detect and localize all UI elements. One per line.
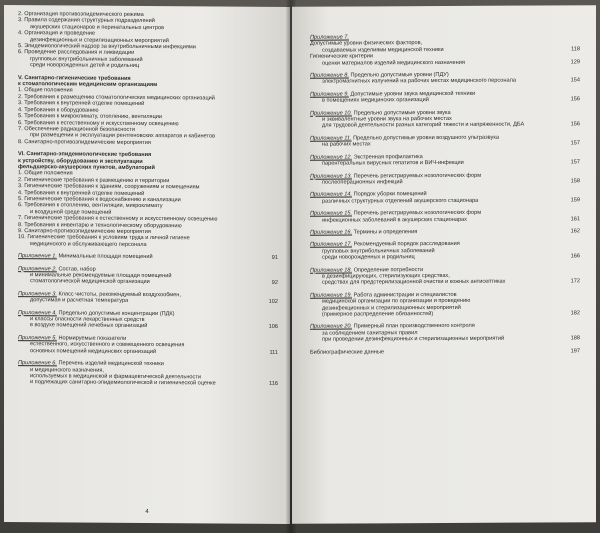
toc-entry-line: 7. Гигиенические требования к естественному и искусственному освещению: [18, 215, 218, 223]
toc-line: [18, 279, 278, 287]
toc-entry-line: (примерное распределение обязанностей): [322, 311, 434, 318]
toc-entry-line: 9. Санитарно-противоэпидемические мероприятия: [18, 228, 151, 236]
toc-entry-line: 4. Требования к внутренней отделке помещений: [18, 189, 145, 197]
toc-line: [310, 228, 580, 236]
toc-entry-line: 2. Гигиенические требования к размещению и территории: [18, 176, 170, 184]
toc-entry: [310, 241, 580, 262]
toc-entry-line: Предельно допустимые концентрации (ПДК): [58, 310, 175, 317]
toc-entry: [18, 235, 278, 250]
appendix-label: Приложение 10.: [310, 110, 353, 117]
appendix-label: Приложение 7.: [310, 34, 349, 41]
toc-entry-line: Экстренная профилактика: [353, 153, 423, 161]
toc-entry-text: [310, 97, 563, 105]
toc-entry-line: Рекомендуемый порядок расследования: [353, 241, 460, 248]
toc-entry-line: Термины и определения: [353, 229, 418, 236]
appendix-label: Приложение 16.: [310, 229, 353, 236]
toc-entry-line: в воздухе помещений лечебных организаций: [30, 322, 148, 330]
appendix-label: Приложение 1.: [18, 253, 57, 260]
toc-entry-text: [310, 216, 563, 224]
toc-entry-line: 3. Требования к внутренней отделке помещений: [18, 100, 145, 108]
toc-entry-line: 10. Гигиенические требования к условиям труда и личной гигиене: [18, 234, 190, 242]
toc-line: [310, 122, 580, 130]
toc-page-number: 92: [271, 280, 278, 287]
toc-entry-line: для трудовой деятельности разных категорий тяжести и напряженности, ДБА: [322, 122, 525, 130]
toc-page-number: 166: [570, 253, 580, 260]
toc-entry-line: допустимая и расчетная температура: [30, 297, 129, 305]
toc-entry-text: [18, 323, 261, 331]
toc-page-number: 182: [570, 310, 580, 317]
toc-entry-line: создаваемых изделиями медицинской техники: [322, 46, 444, 54]
toc-page-number: 156: [570, 96, 580, 103]
toc-entry-text: [310, 279, 563, 287]
toc-entry-line: Предельно допустимые уровни воздушного ультразвука: [353, 134, 500, 142]
toc-entry-line: дезинфекционных и стерилизационных мероприятий: [322, 304, 461, 312]
toc-page-number: 116: [269, 381, 278, 388]
toc-entry-line: и эквивалентные уровни звука на рабочих местах: [322, 116, 452, 123]
toc-entry-line: 2. Организация противоэпидемического режима: [18, 11, 144, 18]
toc-entry-text: [18, 297, 261, 305]
appendix-label: Приложение 8.: [310, 72, 349, 79]
toc-entry-line: 8. Санитарно-противоэпидемические мероприятия: [18, 138, 151, 146]
toc-entry: [310, 153, 580, 167]
toc-entry-line: Допустимые уровни физических факторов,: [310, 40, 423, 48]
toc-line: [310, 310, 580, 318]
right-toc: [310, 27, 580, 355]
toc-entry-line: 5. Эпидемиологический надзор за внутрибольничными инфекциями: [18, 43, 196, 51]
toc-entry-line: Перечень регистрируемых нозологических форм: [353, 172, 482, 179]
toc-entry-line: при размещении и эксплуатации рентгеновских аппаратов и кабинетов: [30, 132, 216, 140]
appendix-label: Приложение 4.: [18, 309, 57, 317]
toc-page-number: 106: [268, 324, 278, 331]
toc-entry-line: Гигиенические критерии: [310, 53, 374, 60]
toc-entry-line: медицинской организации по организации и проведению: [322, 298, 471, 305]
appendix-label: Приложение 11.: [310, 135, 352, 142]
toc-entry: [310, 71, 580, 85]
toc-entry-text: [310, 254, 563, 262]
toc-page-number: 197: [570, 347, 580, 354]
toc-entry-line: 1. Общие положения: [18, 170, 73, 177]
toc-entry-text: [310, 310, 563, 318]
toc-entry-line: за соблюдением санитарных правил: [322, 329, 418, 337]
toc-entry-line: электромагнитных излучений на рабочих местах медицинского персонала: [322, 78, 516, 86]
toc-entry-line: 3. Гигиенические требования к зданиям, сооружениям и помещениям: [18, 183, 200, 191]
toc-page-number: 156: [570, 121, 580, 128]
toc-entry-line: 4. Требования к оборудованию: [18, 106, 99, 114]
toc-entry-line: и подлежащих санитарно-эпидемиологической и гигиенической оценке: [30, 379, 216, 387]
toc-entry: [18, 50, 278, 71]
toc-entry: [18, 335, 278, 356]
toc-entry-text: [18, 279, 261, 287]
appendix-label: Приложение 20.: [310, 323, 353, 331]
toc-entry: [310, 228, 580, 236]
toc-line: [310, 178, 580, 186]
toc-entry-text: [18, 241, 261, 249]
toc-entry-text: [310, 78, 563, 86]
toc-entry-line: Предельно допустимые уровни звука: [353, 109, 451, 117]
toc-entry-line: 4. Организация и проведение: [18, 30, 96, 37]
toc-page-number: 111: [269, 349, 278, 356]
section-title-line: фельдшерско-акушерских пунктов, амбулаторий: [18, 164, 155, 171]
toc-line: [310, 216, 580, 224]
toc-entry-line: Определение потребности: [353, 266, 424, 274]
toc-line: [310, 141, 580, 149]
toc-entry-line: Работа администрации и специалистов: [353, 291, 457, 299]
toc-entry: [18, 291, 278, 306]
toc-entry-line: 6. Требования к естественному и искусственному освещению: [18, 119, 179, 127]
section-title-line: к стоматологическим медицинским организациям: [18, 81, 158, 89]
toc-page-number: 188: [570, 335, 580, 342]
toc-entry-line: акушерских стационаров и перинатальных центров: [30, 23, 165, 31]
toc-line: [310, 348, 580, 356]
toc-entry-line: естественного, искусственного и совмещенного освещения: [30, 341, 185, 349]
toc-entry-line: Примерный план производственного контроля: [353, 323, 475, 330]
toc-entry-text: [310, 178, 563, 186]
toc-entry-line: 7. Обеспечение радиационной безопасности: [18, 126, 135, 133]
toc-entry-line: оценки материалов изделий медицинского назначения: [322, 59, 465, 67]
toc-line: [310, 97, 580, 105]
toc-entry-line: среди новорожденных и родильниц: [322, 254, 415, 261]
toc-page-number: 157: [570, 159, 580, 166]
toc-line: [310, 279, 580, 287]
appendix-label: Приложение 2.: [18, 265, 57, 272]
toc-entry-line: 8. Требования к инвентарю и технологическому оборудованию: [18, 221, 182, 229]
toc-entry: [310, 348, 580, 356]
toc-line: [18, 139, 278, 147]
appendix-label: Приложение 14.: [310, 191, 353, 199]
toc-entry-text: [18, 62, 261, 70]
toc-entry-line: Перечень регистрируемых нозологических форм: [353, 209, 482, 217]
toc-line: [18, 297, 278, 305]
toc-entry: [310, 109, 580, 130]
toc-entry-line: Порядок уборки помещений: [353, 191, 427, 198]
toc-entry: [18, 266, 278, 287]
toc-entry-line: и минимальные рекомендуемые площади помещений: [30, 272, 172, 280]
toc-entry-text: [310, 141, 563, 149]
toc-entry-text: [18, 379, 261, 387]
toc-entry-line: в дезинфицирующих, стерилизующих средствах,: [322, 272, 450, 280]
toc-entry-line: используемых в медицинской и фармацевтической деятельности: [30, 373, 202, 381]
toc-entry: [310, 191, 580, 205]
section-title: [18, 151, 278, 172]
toc-entry-line: Минимальные площади помещений: [58, 253, 153, 261]
toc-entry: [310, 90, 580, 104]
toc-page-number: 162: [570, 228, 580, 235]
toc-entry-text: [18, 253, 261, 261]
toc-entry-line: стоматологической медицинской организации: [30, 278, 150, 286]
appendix-label: Приложение 17.: [310, 241, 353, 249]
toc-entry: [310, 134, 580, 148]
toc-entry: [18, 310, 278, 331]
toc-entry-line: в помещениях медицинских организаций: [322, 97, 429, 104]
toc-entry-line: Состав, набор: [58, 266, 96, 273]
toc-entry-line: групповых внутрибольничных заболеваний: [30, 56, 143, 63]
toc-entry-line: Предельно допустимые уровни (ПДУ): [350, 72, 449, 79]
toc-entry-line: 6. Требования к отоплению, вентиляции, микроклимату: [18, 202, 163, 210]
toc-entry: [310, 209, 580, 223]
toc-entry-line: Класс чистоты, рекомендуемый воздухообмен,: [58, 291, 181, 299]
toc-entry-line: Библиографические данные: [310, 348, 384, 356]
toc-entry-line: 6. Проведение расследования и ликвидации: [18, 49, 135, 57]
toc-entry-line: 5. Требования к микроклимату, отоплению, вентиляции: [18, 113, 163, 121]
toc-entry: [310, 323, 580, 344]
toc-entry-text: [18, 348, 261, 356]
appendix-label: Приложение 3.: [18, 290, 57, 298]
toc-line: [18, 323, 278, 331]
toc-entry-line: парентеральных вирусных гепатитов и ВИЧ-инфекции: [322, 159, 464, 167]
toc-entry-line: групповых внутрибольничных заболеваний: [322, 247, 435, 255]
toc-entry-line: медицинского и обслуживающего персонала: [30, 240, 147, 248]
toc-page-number: 158: [570, 178, 580, 185]
toc-entry-line: и воздушной среде помещений: [30, 208, 112, 216]
appendix-label: Приложение 5.: [18, 334, 57, 342]
toc-entry-line: Нормируемые показатели: [58, 335, 127, 342]
toc-entry-line: 3. Правила содержания структурных подразделений: [18, 17, 155, 25]
toc-entry: [310, 291, 580, 318]
toc-line: [310, 159, 580, 167]
toc-entry: [310, 172, 580, 186]
toc-entry-line: Перечень изделий медицинской техники: [58, 360, 164, 368]
toc-entry-line: послеоперационных инфекций: [322, 179, 403, 186]
toc-line: [310, 78, 580, 86]
toc-entry-text: [310, 336, 563, 344]
toc-line: [18, 348, 278, 356]
toc-entry-line: и классы опасности лекарственных средств: [30, 316, 145, 324]
toc-entry-line: средствах для предстерилизационной очистки и кожных антисептиках: [322, 279, 506, 287]
toc-entry-text: [18, 139, 261, 147]
toc-line: [310, 253, 580, 261]
section-title-line: V. Санитарно-гигиенические требования: [18, 74, 131, 82]
toc-entry-line: 2. Требования к размещению стоматологических медицинских организаций: [18, 93, 215, 102]
toc-entry-line: при проведении дезинфекционных и стерилизационных мероприятий: [322, 335, 505, 343]
section-title-line: VI. Санитарно-эпидемиологические требования: [18, 151, 152, 159]
toc-line: [18, 253, 278, 261]
left-page: [4, 5, 290, 524]
toc-page-number: 154: [570, 77, 580, 84]
toc-entry: [310, 266, 580, 287]
appendix-label: Приложение 12.: [310, 154, 353, 161]
toc-page-number: 161: [570, 215, 580, 222]
right-page: [292, 5, 596, 524]
left-toc: [18, 11, 278, 388]
appendix-label: Приложение 15.: [310, 210, 353, 217]
appendix-label: Приложение 18.: [310, 267, 353, 274]
toc-entry-text: [310, 228, 563, 236]
appendix-label: Приложение 19.: [310, 292, 353, 299]
toc-entry-line: среди новорожденных детей и родильниц: [30, 62, 140, 70]
appendix-label: Приложение 9.: [310, 91, 349, 98]
toc-entry-line: основных помещений медицинских организаций: [30, 347, 157, 355]
toc-page-number: 118: [571, 46, 580, 53]
toc-entry: [310, 53, 580, 67]
section-title-line: к устройству, оборудованию и эксплуатации: [18, 157, 143, 165]
toc-entry-line: и медицинского назначения,: [30, 366, 104, 374]
toc-entry-line: 5. Гигиенические требования к водоснабжению и канализации: [18, 196, 181, 204]
appendix-label: Приложение 13.: [310, 172, 353, 180]
toc-entry-text: [310, 348, 563, 356]
toc-entry-line: 1. Общие положения: [18, 87, 73, 94]
toc-entry-line: дезинфекционных и стерилизационных мероприятий: [30, 36, 169, 44]
toc-entry: [18, 360, 278, 387]
toc-page-number: 102: [268, 299, 278, 306]
toc-line: [18, 241, 278, 249]
toc-page-number: 159: [570, 197, 580, 204]
toc-entry-text: [310, 59, 563, 67]
toc-line: [310, 59, 580, 67]
toc-entry: [18, 139, 278, 147]
toc-entry-text: [310, 197, 563, 205]
toc-line: [18, 62, 278, 70]
toc-line: [310, 336, 580, 344]
toc-entry-line: различных структурных отделений акушерского стационара: [322, 197, 479, 205]
toc-page-number: 172: [570, 278, 580, 285]
toc-page-number: 91: [271, 255, 278, 262]
toc-line: [310, 197, 580, 205]
toc-page-number: 129: [570, 58, 580, 65]
appendix-label: Приложение 6.: [18, 360, 57, 367]
page-number: 4: [145, 508, 149, 515]
toc-entry: [18, 253, 278, 261]
toc-page-number: 157: [570, 140, 580, 147]
toc-entry-text: [310, 122, 563, 130]
toc-entry-line: Допустимые уровни звука медицинской техники: [350, 90, 476, 98]
toc-entry-line: инфекционных заболеваний в акушерских стационарах: [322, 216, 467, 224]
toc-entry-line: на рабочих местах: [322, 141, 371, 148]
toc-entry-text: [310, 159, 563, 167]
toc-line: [18, 379, 278, 387]
